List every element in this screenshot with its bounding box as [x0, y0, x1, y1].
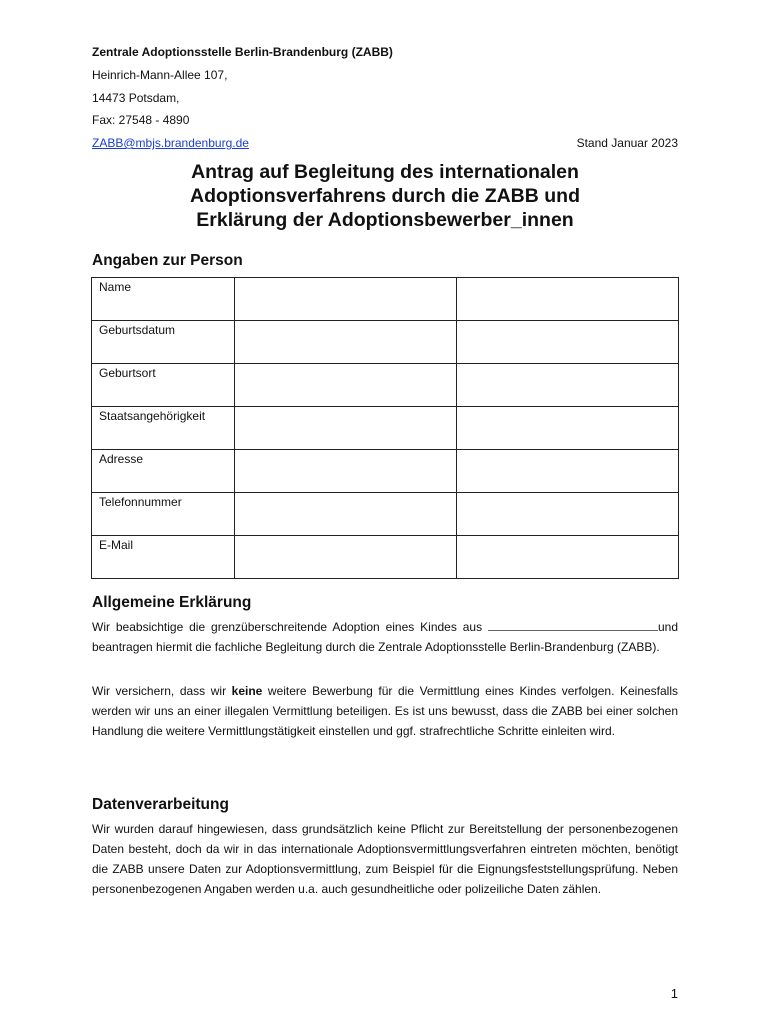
document-title [92, 160, 678, 232]
person-row [92, 407, 679, 450]
email-link[interactable]: ZABB@mbjs.brandenburg.de [92, 136, 249, 150]
person-input-cell-1[interactable] [235, 364, 457, 407]
person-row-label: Geburtsort [92, 364, 235, 407]
person-row-label: Telefonnummer [92, 493, 235, 536]
person-heading: Angaben zur Person [92, 252, 243, 269]
title-line-2: Adoptionsverfahrens durch die ZABB und [189, 185, 581, 207]
person-row-label: Geburtsdatum [92, 321, 235, 364]
general-paragraph-1 [92, 617, 678, 657]
person-input-cell-1[interactable] [235, 493, 457, 536]
general-p2-end: weitere Bewerbung für die Vermittlung eines Kindes verfolgen. Keinesfalls werden wir uns an einer illegalen Vermittlung beteiligen. Es ist uns bewusst, dass die ZABB bei einer solchen Handlung die weitere Vermittlungstätigkeit einstellen und ggf. strafrechtliche Schritte einleiten wird. [92, 684, 679, 738]
person-input-cell-2[interactable] [457, 278, 679, 321]
person-input-cell-2[interactable] [457, 364, 679, 407]
title-line-3: Erklärung der Adoptionsbewerber_innen [196, 209, 574, 231]
street-address: Heinrich-Mann-Allee 107, [92, 68, 228, 82]
person-row-label: Name [92, 278, 235, 321]
general-p1-end: und beantragen hiermit die fachliche Begleitung durch die Zentrale Adoptionsstelle Berlin-Brandenburg (ZABB). [92, 620, 678, 654]
data-heading: Datenverarbeitung [92, 796, 229, 813]
person-input-cell-1[interactable] [235, 536, 457, 579]
stand-date: Stand Januar 2023 [576, 136, 678, 150]
person-row-label: Adresse [92, 450, 235, 493]
person-row [92, 321, 679, 364]
person-row [92, 450, 679, 493]
person-row [92, 536, 679, 579]
city-address: 14473 Potsdam, [92, 91, 180, 105]
person-row [92, 364, 679, 407]
org-name: Zentrale Adoptionsstelle Berlin-Brandenburg (ZABB) [92, 45, 393, 59]
data-paragraph: Wir wurden darauf hingewiesen, dass grundsätzlich keine Pflicht zur Bereitstellung der personenbezogenen Daten besteht, doch da wir in das internationale Adoptionsvermittlungsverfahren eintreten möchten, benötigt die ZABB unsere Daten zur Adoptionsvermittlung, zum Beispiel für die Eignungsfeststellungsprüfung. Neben personenbezogenen Angaben werden u.a. auch gesundheitliche oder polizeiliche Daten zählen. [92, 822, 678, 896]
person-input-cell-2[interactable] [457, 493, 679, 536]
general-p1-start: Wir beabsichtige die grenzüberschreitende Adoption eines Kindes aus [92, 620, 488, 634]
person-input-cell-2[interactable] [457, 321, 679, 364]
person-input-cell-1[interactable] [235, 321, 457, 364]
person-input-cell-1[interactable] [235, 407, 457, 450]
person-row [92, 493, 679, 536]
general-paragraph-2 [92, 681, 678, 741]
fax-number: Fax: 27548 - 4890 [92, 113, 190, 127]
title-line-1: Antrag auf Begleitung des internationalen [191, 161, 579, 183]
person-table [91, 277, 679, 579]
page-number: 1 [670, 986, 678, 1001]
country-blank-field[interactable] [488, 620, 658, 631]
general-heading: Allgemeine Erklärung [92, 594, 252, 611]
person-input-cell-2[interactable] [457, 450, 679, 493]
general-p2-bold: keine [231, 684, 263, 698]
person-row [92, 278, 679, 321]
person-input-cell-2[interactable] [457, 536, 679, 579]
person-input-cell-1[interactable] [235, 450, 457, 493]
general-p2-start: Wir versichern, dass wir [92, 684, 232, 698]
person-row-label: Staatsangehörigkeit [92, 407, 235, 450]
person-row-label: E-Mail [92, 536, 235, 579]
person-input-cell-1[interactable] [235, 278, 457, 321]
person-input-cell-2[interactable] [457, 407, 679, 450]
